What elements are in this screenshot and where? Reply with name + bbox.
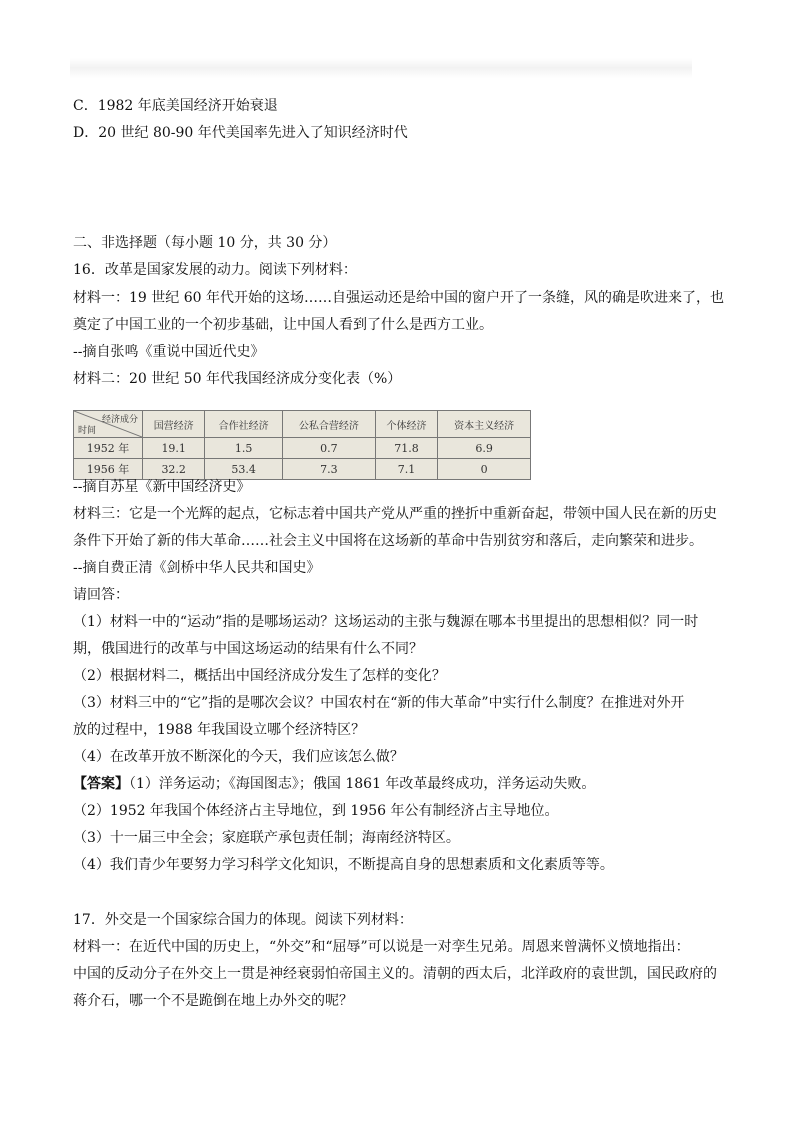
table-cell: 0.7 xyxy=(282,438,375,459)
q16-question2: （2）根据材料二，概括出中国经济成分发生了怎样的变化？ xyxy=(73,668,446,684)
q16-material1-line1: 材料一：19 世纪 60 年代开始的这场……自强运动还是给中国的窗户开了一条缝，风的确是吹进来了，也 xyxy=(73,290,724,306)
q16-question4: （4）在改革开放不断深化的今天，我们应该怎么做？ xyxy=(73,749,404,765)
table-row xyxy=(74,438,531,459)
q17-material1-line2: 中国的反动分子在外交上一贯是神经衰弱怕帝国主义的。清朝的西太后，北洋政府的袁世凯，国民政府的 xyxy=(73,966,717,982)
table-header: 国营经济 xyxy=(143,411,205,438)
table-cell: 19.1 xyxy=(143,438,205,459)
q16-ask: 请回答： xyxy=(73,587,129,603)
table-cell: 6.9 xyxy=(438,438,531,459)
answer-2: （2）1952 年我国个体经济占主导地位，到 1956 年公有制经济占主导地位。 xyxy=(73,803,559,819)
table-header: 资本主义经济 xyxy=(438,411,531,438)
q16-question3-line2: 放的过程中，1988 年我国设立哪个经济特区？ xyxy=(73,722,366,738)
q16-material2-source: --摘自苏星《新中国经济史》 xyxy=(73,479,251,495)
q17-stem: 17．外交是一个国家综合国力的体现。阅读下列材料： xyxy=(73,912,413,928)
section-title: 二、非选择题（每小题 10 分，共 30 分） xyxy=(73,235,337,251)
q16-question3-line1: （3）材料三中的“它”指的是哪次会议？中国农村在“新的伟大革命”中实行什么制度？在推进对外开 xyxy=(73,695,685,711)
answer-3: （3）十一届三中全会；家庭联产承包责任制；海南经济特区。 xyxy=(73,830,460,846)
table-cell: 71.8 xyxy=(375,438,437,459)
q17-material1-line1: 材料一：在近代中国的历史上，“外交”和“屈辱”可以说是一对孪生兄弟。周恩来曾满怀义愤地指出： xyxy=(73,939,690,955)
q16-material3-source: --摘自费正清《剑桥中华人民共和国史》 xyxy=(73,560,321,576)
answer-1: （1）洋务运动；《海国图志》；俄国 1861 年改革最终成功，洋务运动失败。 xyxy=(129,776,596,792)
table-corner-cell xyxy=(74,411,143,438)
table-cell: 7.3 xyxy=(282,459,375,480)
table-row-year: 1956 年 xyxy=(74,459,143,480)
q17-material1-line3: 蒋介石，哪一个不是跪倒在地上办外交的呢？ xyxy=(73,993,353,1009)
table-header: 公私合营经济 xyxy=(282,411,375,438)
table-cell: 53.4 xyxy=(205,459,283,480)
q16-question1-line1: （1）材料一中的“运动”指的是哪场运动？这场运动的主张与魏源在哪本书里提出的思想相似？同一时 xyxy=(73,614,699,630)
q16-material1-line2: 奠定了中国工业的一个初步基础，让中国人看到了什么是西方工业。 xyxy=(73,317,493,333)
table-header: 个体经济 xyxy=(375,411,437,438)
q16-question1-line2: 期，俄国进行的改革与中国这场运动的结果有什么不同？ xyxy=(73,641,423,657)
table-header-row xyxy=(74,411,531,438)
q16-material3-line2: 条件下开始了新的伟大革命……社会主义中国将在这场新的革命中告别贫穷和落后，走向繁荣和进步。 xyxy=(73,533,703,549)
answer-4: （4）我们青少年要努力学习科学文化知识，不断提高自身的思想素质和文化素质等等。 xyxy=(73,857,614,873)
q16-material1-source: --摘自张鸣《重说中国近代史》 xyxy=(73,344,265,360)
table-cell: 32.2 xyxy=(143,459,205,480)
option-c: C．1982 年底美国经济开始衰退 xyxy=(73,98,278,114)
scan-shadow xyxy=(70,58,692,78)
q16-material2-title: 材料二：20 世纪 50 年代我国经济成分变化表（%） xyxy=(73,371,402,387)
economy-table xyxy=(73,410,531,480)
answer-line-1 xyxy=(73,775,595,793)
option-d: D．20 世纪 80-90 年代美国率先进入了知识经济时代 xyxy=(73,125,408,141)
corner-top-label: 经济成分 xyxy=(101,415,138,425)
q16-material3-line1: 材料三：它是一个光辉的起点，它标志着中国共产党从严重的挫折中重新奋起，带领中国人民在新的历史 xyxy=(73,506,717,522)
corner-bottom-label: 时间 xyxy=(78,426,97,436)
q16-stem: 16．改革是国家发展的动力。阅读下列材料： xyxy=(73,262,357,278)
table-row xyxy=(74,459,531,480)
table-header: 合作社经济 xyxy=(205,411,283,438)
table-row-year: 1952 年 xyxy=(74,438,143,459)
table-cell: 7.1 xyxy=(375,459,437,480)
table-cell: 1.5 xyxy=(205,438,283,459)
answer-label: 【答案】 xyxy=(73,776,129,792)
table-cell: 0 xyxy=(438,459,531,480)
